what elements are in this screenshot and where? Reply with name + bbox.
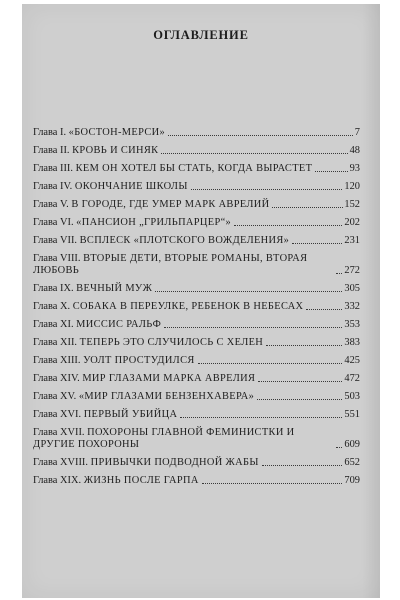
chapter-label: Глава XIII. <box>33 355 81 366</box>
page-number: 551 <box>344 409 360 420</box>
chapter-title: ПРИВЫЧКИ ПОДВОДНОЙ ЖАБЫ <box>90 457 259 468</box>
dot-leader <box>262 465 343 466</box>
toc-entry-text <box>33 409 177 421</box>
chapter-title: «МИР ГЛАЗАМИ БЕНЗЕНХАВЕРА» <box>78 391 255 402</box>
dot-leader <box>336 273 342 274</box>
toc-entry <box>33 373 360 385</box>
page-number: 383 <box>344 337 360 348</box>
page-number: 353 <box>344 319 360 330</box>
chapter-label: Глава I. <box>33 127 67 138</box>
chapter-title: «ПАНСИОН „ГРИЛЬПАРЦЕР“» <box>76 217 232 228</box>
dot-leader <box>168 135 353 136</box>
dot-leader <box>336 447 342 448</box>
dot-leader <box>155 291 342 292</box>
toc-entry <box>33 199 360 211</box>
page-number: 425 <box>344 355 360 366</box>
toc-entry <box>33 163 360 175</box>
chapter-title: ПЕРВЫЙ УБИЙЦА <box>83 409 178 420</box>
page-number: 609 <box>344 439 360 450</box>
book-page <box>22 4 380 598</box>
dot-leader <box>292 243 342 244</box>
chapter-title: ПОХОРОНЫ ГЛАВНОЙ ФЕМИНИСТКИ И ДРУГИЕ ПОХОРОНЫ <box>33 427 295 450</box>
page-number: 305 <box>344 283 360 294</box>
chapter-title: ОКОНЧАНИЕ ШКОЛЫ <box>74 181 188 192</box>
toc-entry-text <box>33 253 333 277</box>
chapter-label: Глава XI. <box>33 319 74 330</box>
chapter-title: КРОВЬ И СИНЯК <box>72 145 159 156</box>
chapter-title: ВЕЧНЫЙ МУЖ <box>76 283 153 294</box>
dot-leader <box>266 345 342 346</box>
page-number: 709 <box>344 475 360 486</box>
dot-leader <box>315 171 347 172</box>
dot-leader <box>258 381 342 382</box>
toc-entry <box>33 235 360 247</box>
chapter-label: Глава XIX. <box>33 475 82 486</box>
toc-entry <box>33 337 360 349</box>
page-number: 93 <box>349 163 360 174</box>
dot-leader <box>198 363 343 364</box>
chapter-label: Глава VII. <box>33 235 78 246</box>
toc-entry <box>33 127 360 139</box>
chapter-label: Глава XV. <box>33 391 77 402</box>
toc-entry-text <box>33 475 199 487</box>
dot-leader <box>257 399 342 400</box>
chapter-title: МИР ГЛАЗАМИ МАРКА АВРЕЛИЯ <box>82 373 256 384</box>
chapter-title: КЕМ ОН ХОТЕЛ БЫ СТАТЬ, КОГДА ВЫРАСТЕТ <box>75 163 313 174</box>
chapter-label: Глава X. <box>33 301 71 312</box>
toc-entry-text <box>33 217 231 229</box>
toc-entry-text <box>33 355 195 367</box>
chapter-label: Глава XVI. <box>33 409 82 420</box>
table-of-contents <box>33 127 360 493</box>
toc-entry-text <box>33 319 161 331</box>
chapter-label: Глава VI. <box>33 217 74 228</box>
page-number: 7 <box>354 127 360 138</box>
chapter-title: В ГОРОДЕ, ГДЕ УМЕР МАРК АВРЕЛИЙ <box>71 199 270 210</box>
chapter-title: «БОСТОН-МЕРСИ» <box>68 127 166 138</box>
dot-leader <box>306 309 342 310</box>
chapter-label: Глава XII. <box>33 337 78 348</box>
chapter-label: Глава V. <box>33 199 69 210</box>
page-number: 48 <box>349 145 360 156</box>
toc-entry <box>33 217 360 229</box>
page-number: 503 <box>344 391 360 402</box>
chapter-label: Глава XVIII. <box>33 457 88 468</box>
dot-leader <box>180 417 342 418</box>
toc-entry <box>33 457 360 469</box>
page-number: 202 <box>344 217 360 228</box>
toc-entry-text <box>33 181 188 193</box>
toc-entry-text <box>33 373 255 385</box>
chapter-label: Глава XVII. <box>33 427 85 438</box>
toc-entry-text <box>33 301 303 313</box>
dot-leader <box>234 225 342 226</box>
toc-entry-text <box>33 427 333 451</box>
toc-entry <box>33 409 360 421</box>
chapter-label: Глава III. <box>33 163 73 174</box>
toc-entry <box>33 319 360 331</box>
toc-entry-text <box>33 391 254 403</box>
chapter-title: ВСПЛЕСК «ПЛОТСКОГО ВОЖДЕЛЕНИЯ» <box>79 235 290 246</box>
chapter-title: МИССИС РАЛЬФ <box>76 319 162 330</box>
toc-entry <box>33 181 360 193</box>
page-number: 332 <box>344 301 360 312</box>
chapter-label: Глава IX. <box>33 283 74 294</box>
dot-leader <box>202 483 343 484</box>
page-number: 272 <box>344 265 360 276</box>
toc-entry <box>33 391 360 403</box>
toc-entry <box>33 427 360 451</box>
toc-entry-text <box>33 127 165 139</box>
dot-leader <box>272 207 344 208</box>
toc-entry-text <box>33 337 263 349</box>
page-number: 231 <box>344 235 360 246</box>
dot-leader <box>164 327 342 328</box>
toc-entry-text <box>33 163 312 175</box>
chapter-label: Глава XIV. <box>33 373 80 384</box>
page-number: 120 <box>344 181 360 192</box>
chapter-label: Глава II. <box>33 145 70 156</box>
chapter-label: Глава IV. <box>33 181 73 192</box>
dot-leader <box>191 189 343 190</box>
chapter-title: СОБАКА В ПЕРЕУЛКЕ, РЕБЕНОК В НЕБЕСАХ <box>72 301 304 312</box>
toc-entry <box>33 301 360 313</box>
toc-entry-text <box>33 283 152 295</box>
toc-entry <box>33 253 360 277</box>
chapter-title: ЖИЗНЬ ПОСЛЕ ГАРПА <box>83 475 199 486</box>
page-number: 152 <box>344 199 360 210</box>
page-title: ОГЛАВЛЕНИЕ <box>153 28 249 42</box>
chapter-title: ВТОРЫЕ ДЕТИ, ВТОРЫЕ РОМАНЫ, ВТОРАЯ ЛЮБОВЬ <box>33 253 308 276</box>
toc-entry-text <box>33 199 270 211</box>
chapter-label: Глава VIII. <box>33 253 81 264</box>
toc-entry <box>33 355 360 367</box>
page-number: 652 <box>344 457 360 468</box>
page-number: 472 <box>344 373 360 384</box>
toc-entry <box>33 283 360 295</box>
dot-leader <box>161 153 347 154</box>
toc-entry-text <box>33 457 259 469</box>
toc-entry-text <box>33 145 158 157</box>
toc-entry <box>33 145 360 157</box>
page-edge-shadow <box>362 4 380 598</box>
toc-entry-text <box>33 235 289 247</box>
chapter-title: ТЕПЕРЬ ЭТО СЛУЧИЛОСЬ С ХЕЛЕН <box>79 337 264 348</box>
chapter-title: УОЛТ ПРОСТУДИЛСЯ <box>83 355 195 366</box>
toc-entry <box>33 475 360 487</box>
